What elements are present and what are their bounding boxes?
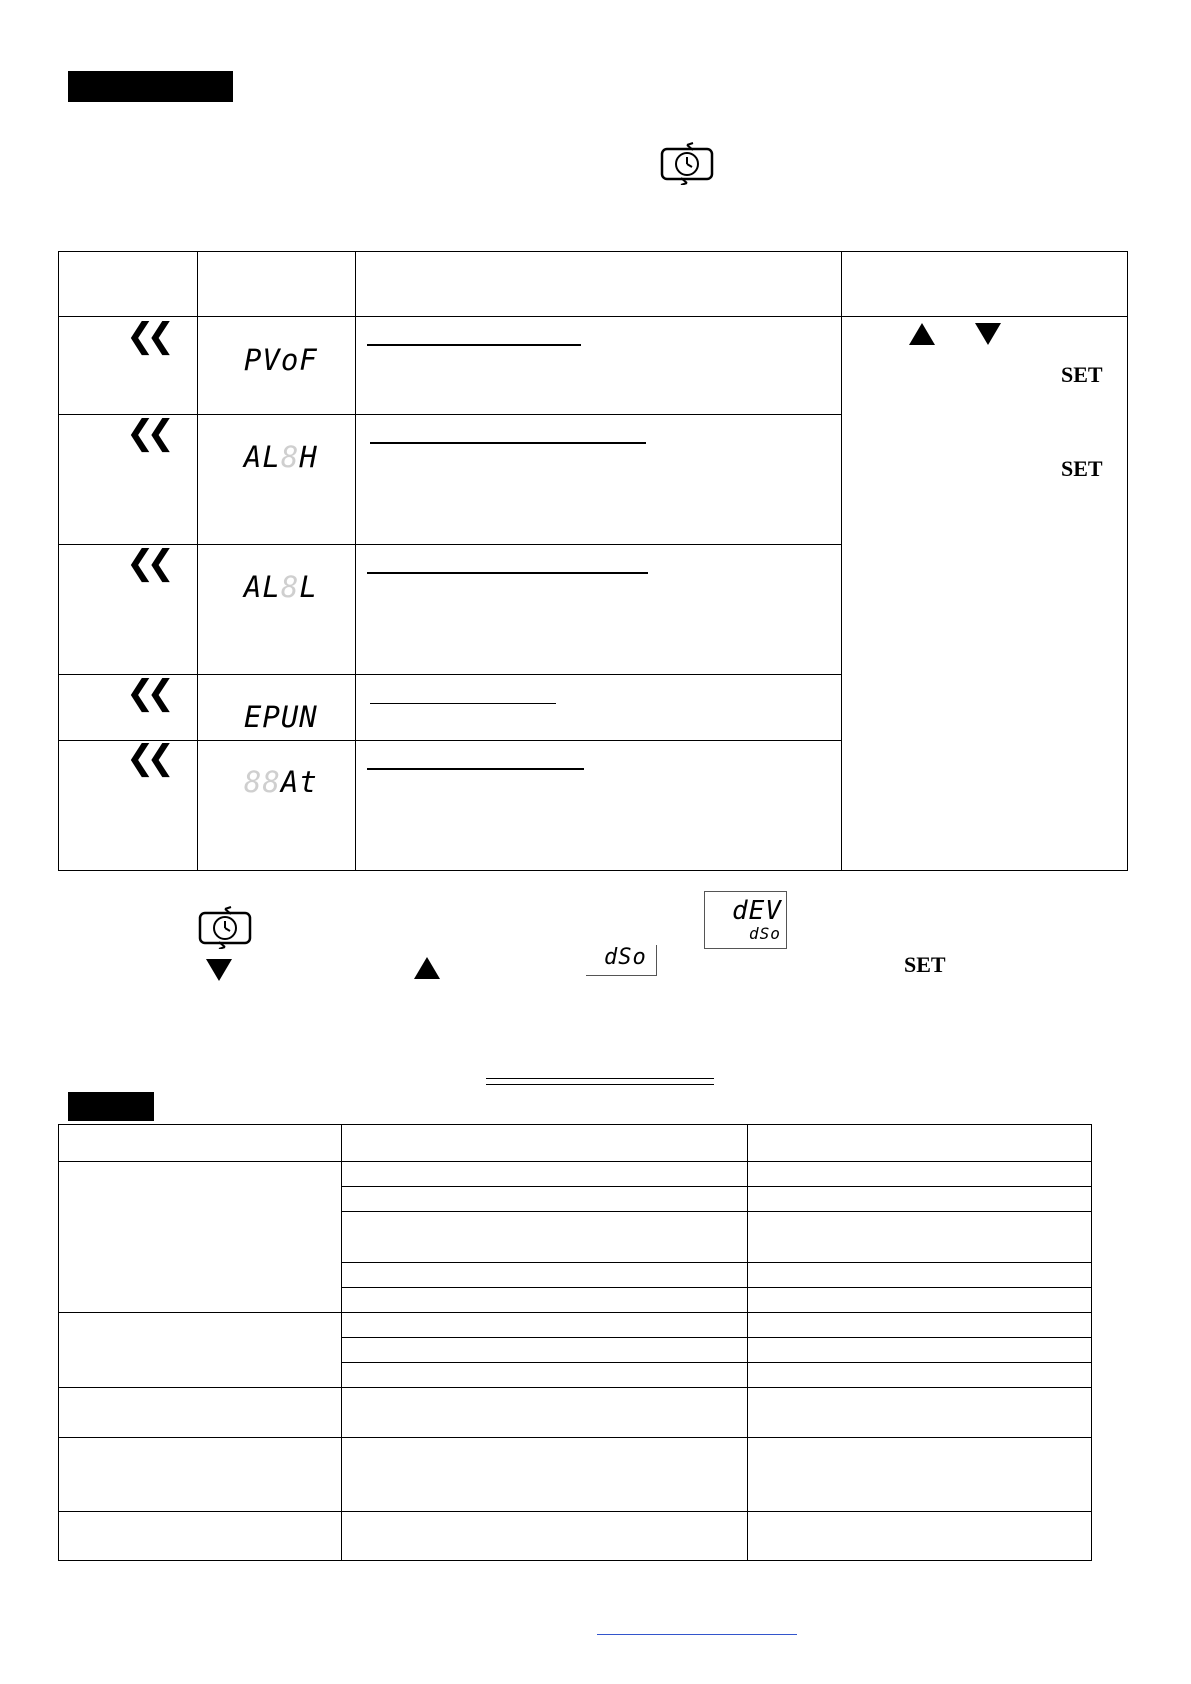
table-cell bbox=[748, 1337, 1092, 1362]
double-chevron-left-icon: ❮❮ bbox=[126, 738, 167, 778]
table-row bbox=[59, 1312, 1092, 1337]
segment-display-pvof: PVoF bbox=[243, 343, 318, 377]
segment-display-al1l: AL8L bbox=[243, 570, 318, 604]
header-cell bbox=[355, 252, 842, 317]
table-cell bbox=[748, 1511, 1092, 1560]
table-cell bbox=[355, 675, 842, 741]
header-cell bbox=[59, 252, 198, 317]
set-key-label: SET bbox=[904, 952, 946, 977]
footer-link[interactable] bbox=[597, 1634, 797, 1635]
triangle-down-icon bbox=[975, 323, 1001, 345]
table-row bbox=[59, 1511, 1092, 1560]
table-cell bbox=[59, 1438, 342, 1511]
set-key-label: SET bbox=[1061, 456, 1103, 481]
double-chevron-left-icon: ❮❮ bbox=[126, 316, 167, 356]
table-cell bbox=[355, 741, 842, 871]
table-cell bbox=[748, 1212, 1092, 1262]
table-cell bbox=[748, 1187, 1092, 1212]
table-cell bbox=[748, 1262, 1092, 1287]
table-cell bbox=[355, 415, 842, 545]
group-cell bbox=[59, 1162, 342, 1313]
underline-link bbox=[367, 768, 584, 770]
triangle-down-icon bbox=[206, 959, 232, 981]
table-cell bbox=[341, 1212, 748, 1262]
table-cell bbox=[341, 1312, 748, 1337]
table-cell bbox=[341, 1511, 748, 1560]
table-cell bbox=[341, 1287, 748, 1312]
segment-display-al1h: AL8H bbox=[243, 440, 318, 474]
header-cell bbox=[341, 1125, 748, 1162]
table-cell bbox=[748, 1388, 1092, 1438]
table-cell bbox=[341, 1162, 748, 1187]
key-instructions-cell bbox=[842, 317, 1128, 871]
header-cell bbox=[59, 1125, 342, 1162]
segment-display-epun: EPUN bbox=[243, 700, 318, 734]
lcd-sub-text: dSo bbox=[749, 924, 781, 943]
segment-display-at: 88At bbox=[243, 765, 318, 799]
table-cell bbox=[748, 1312, 1092, 1337]
clock-cycle-icon bbox=[659, 141, 715, 185]
group-cell bbox=[59, 1312, 342, 1387]
table-cell bbox=[748, 1438, 1092, 1511]
table-cell bbox=[341, 1363, 748, 1388]
clock-cycle-icon bbox=[197, 905, 253, 949]
underline-link bbox=[370, 442, 646, 444]
underline-link bbox=[367, 572, 648, 574]
set-key-label: SET bbox=[1061, 362, 1103, 387]
double-chevron-left-icon: ❮❮ bbox=[126, 413, 167, 453]
table-row bbox=[59, 1388, 1092, 1438]
double-chevron-left-icon: ❮❮ bbox=[126, 673, 167, 713]
triangle-up-icon bbox=[414, 957, 440, 979]
table-row bbox=[59, 1162, 1092, 1187]
table-cell bbox=[341, 1438, 748, 1511]
table-cell bbox=[341, 1262, 748, 1287]
lcd-dso-display bbox=[586, 945, 657, 976]
table-cell bbox=[59, 1511, 342, 1560]
table-cell bbox=[59, 1388, 342, 1438]
lcd-main-text: dEV bbox=[732, 896, 782, 926]
table-header-row bbox=[59, 1125, 1092, 1162]
table-cell bbox=[341, 1187, 748, 1212]
table-cell bbox=[355, 317, 842, 415]
section-header-bar bbox=[68, 71, 233, 102]
header-cell bbox=[197, 252, 355, 317]
double-chevron-left-icon: ❮❮ bbox=[126, 543, 167, 583]
table-cell bbox=[748, 1287, 1092, 1312]
table-cell bbox=[355, 545, 842, 675]
table-row bbox=[59, 1438, 1092, 1511]
triangle-up-icon bbox=[909, 323, 935, 345]
lcd-dev-display bbox=[704, 891, 787, 949]
spec-table bbox=[58, 1124, 1092, 1561]
section-header-bar bbox=[68, 1092, 154, 1121]
underline-link bbox=[367, 344, 581, 346]
lcd-dso-text: dSo bbox=[604, 945, 647, 970]
table-cell bbox=[341, 1337, 748, 1362]
table-cell bbox=[748, 1162, 1092, 1187]
underline-link bbox=[370, 703, 556, 704]
header-cell bbox=[748, 1125, 1092, 1162]
double-underline bbox=[486, 1078, 714, 1085]
table-cell bbox=[748, 1363, 1092, 1388]
table-header-row bbox=[59, 252, 1128, 317]
header-cell bbox=[842, 252, 1128, 317]
table-cell bbox=[341, 1388, 748, 1438]
